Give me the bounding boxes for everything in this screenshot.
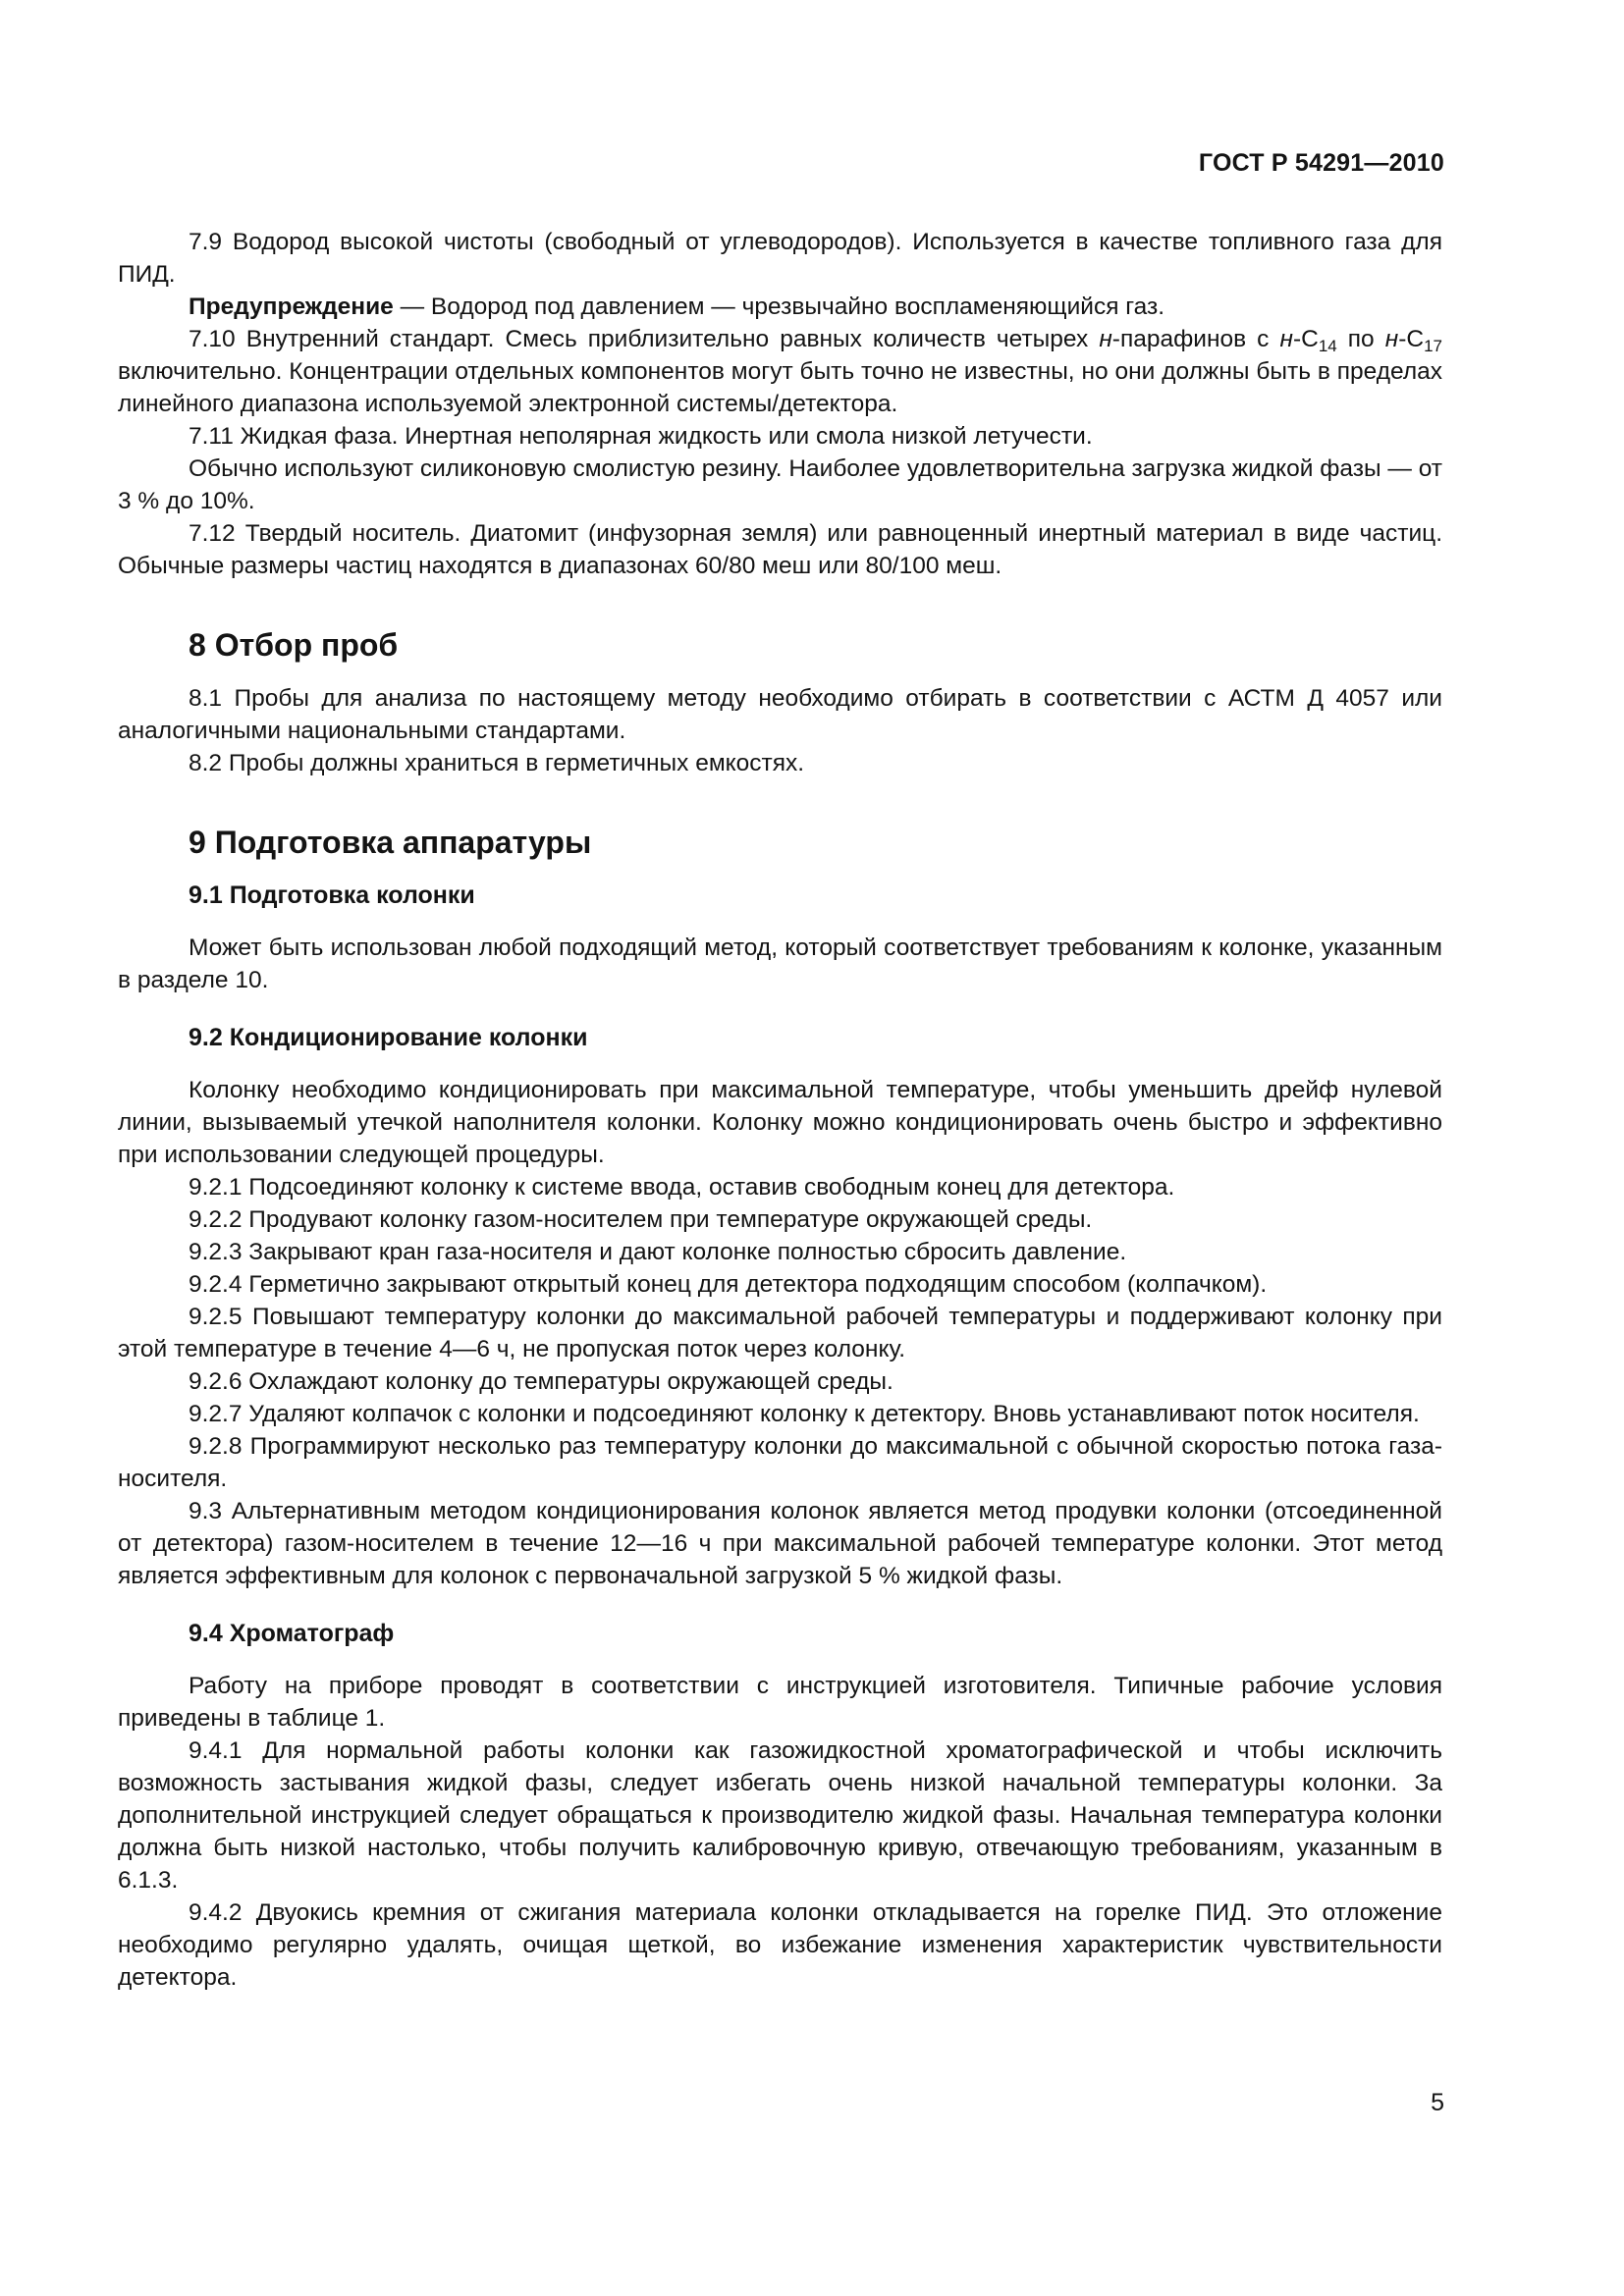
paragraph-9-1: Может быть использован любой подходящий метод, который соответствует требованиям к колонке, указанным в разделе 10. [118,934,1442,993]
document-body [118,226,1442,1994]
paragraph-9-3: 9.3 Альтернативным методом кондиционирования колонок является метод продувки колонки (отсоединенной от детектора) газом-носителем в течение 12—16 ч при максимальной рабочей температуре колонки. Этот метод является эффективным для колонок с первоначальной загрузкой 5 % жидкой фазы. [118,1498,1442,1589]
text-run: включительно. Концентрации отдельных компонентов могут быть точно не известны, но они должны быть в пределах линейного диапазона используемой электронной системы/детектора. [118,358,1442,417]
text-run: по [1336,326,1385,352]
paragraph-9-2-5: 9.2.5 Повышают температуру колонки до максимальной рабочей температуры и поддерживают колонку при этой температуре в течение 4—6 ч, не пропуская поток через колонку. [118,1304,1442,1362]
paragraph-9-2-4: 9.2.4 Герметично закрывают открытый конец для детектора подходящим способом (колпачком). [189,1271,1268,1298]
paragraph-9-2-2: 9.2.2 Продувают колонку газом-носителем при температуре окружающей среды. [189,1206,1093,1233]
warning-text: — Водород под давлением — чрезвычайно воспламеняющийся газ. [393,294,1165,320]
paragraph-9-4: Работу на приборе проводят в соответствии с инструкцией изготовителя. Типичные рабочие условия приведены в таблице 1. [118,1673,1442,1732]
subscript: 14 [1318,337,1337,355]
document-code-header: ГОСТ Р 54291—2010 [1198,149,1444,177]
paragraph-9-2: Колонку необходимо кондиционировать при максимальной температуре, чтобы уменьшить дрейф нулевой линии, вызываемый утечкой наполнителя колонки. Колонку можно кондиционировать очень быстро и эффективно при использовании следующей процедуры. [118,1077,1442,1168]
text-run: -С [1398,326,1425,352]
paragraph-9-2-7: 9.2.7 Удаляют колпачок с колонки и подсоединяют колонку к детектору. Вновь устанавливают поток носителя. [189,1401,1420,1427]
italic-n: н [1384,326,1399,352]
paragraph-8-1: 8.1 Пробы для анализа по настоящему методу необходимо отбирать в соответствии с АСТМ Д 4057 или аналогичными национальными стандартами. [118,685,1442,744]
text-run: -С [1292,326,1319,352]
page-number: 5 [1431,2089,1444,2116]
section-8-title: 8 Отбор проб [189,627,399,663]
warning-label: Предупреждение [189,294,394,320]
paragraph-7-9: 7.9 Водород высокой чистоты (свободный от углеводородов). Используется в качестве топливного газа для ПИД. [118,229,1442,288]
paragraph-7-11-b: Обычно используют силиконовую смолистую резину. Наиболее удовлетворительна загрузка жидкой фазы — от 3 % до 10%. [118,455,1443,514]
subsection-9-1-title: 9.1 Подготовка колонки [189,881,475,909]
paragraph-8-2: 8.2 Пробы должны храниться в герметичных емкостях. [189,750,805,776]
warning-paragraph [118,291,1442,323]
italic-n: н [1099,326,1112,352]
text-run: -парафинов с [1111,326,1280,352]
paragraph-9-2-8: 9.2.8 Программируют несколько раз температуру колонки до максимальной с обычной скоростью потока газа-носителя. [118,1433,1442,1492]
paragraph-7-11: 7.11 Жидкая фаза. Инертная неполярная жидкость или смола низкой летучести. [189,423,1093,450]
subsection-9-4-title: 9.4 Хроматограф [189,1620,395,1647]
text-run: 7.10 Внутренний стандарт. Смесь приблизительно равных количеств четырех [189,326,1100,352]
paragraph-9-2-6: 9.2.6 Охлаждают колонку до температуры окружающей среды. [189,1368,893,1395]
subscript: 17 [1424,337,1442,355]
section-9-title: 9 Подготовка аппаратуры [189,825,592,860]
paragraph-9-4-1: 9.4.1 Для нормальной работы колонки как газожидкостной хроматографической и чтобы исключить возможность застывания жидкой фазы, следует избегать очень низкой начальной температуры колонки. За дополнительной инструкцией следует обращаться к производителю жидкой фазы. Начальная температура колонки должна быть низкой настолько, чтобы получить калибровочную кривую, отвечающую требованиям, указанным в 6.1.3. [118,1737,1442,1894]
paragraph-9-2-3: 9.2.3 Закрывают кран газа-носителя и дают колонке полностью сбросить давление. [189,1239,1127,1265]
italic-n: н [1279,326,1293,352]
paragraph-7-12: 7.12 Твердый носитель. Диатомит (инфузорная земля) или равноценный инертный материал в виде частиц. Обычные размеры частиц находятся в диапазонах 60/80 меш или 80/100 меш. [118,520,1442,579]
paragraph-9-4-2: 9.4.2 Двуокись кремния от сжигания материала колонки откладывается на горелке ПИД. Это отложение необходимо регулярно удалять, очищая щеткой, во избежание изменения характеристик чувствительности детектора. [118,1899,1442,1991]
paragraph-9-2-1: 9.2.1 Подсоединяют колонку к системе ввода, оставив свободным конец для детектора. [189,1174,1175,1201]
paragraph-7-10 [118,323,1442,420]
subsection-9-2-title: 9.2 Кондиционирование колонки [189,1024,588,1051]
